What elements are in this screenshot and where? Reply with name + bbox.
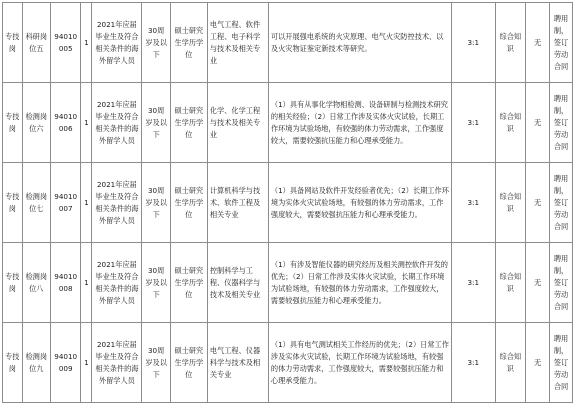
age-cell: 30周岁及以下: [142, 323, 170, 403]
remark-cell: 无: [526, 83, 550, 163]
major-cell: 控制科学与工程、仪器科学与技术及相关专业: [207, 243, 268, 323]
degree-cell: 硕士研究生学历学位: [170, 243, 207, 323]
position-cell: 科研岗位五: [22, 3, 50, 83]
count-cell: 1: [81, 163, 92, 243]
ratio-cell: 3:1: [451, 3, 495, 83]
target-cell: 2021年应届毕业生及符合相关条件的海外留学人员: [92, 3, 142, 83]
category-cell: 专技岗: [3, 3, 23, 83]
remark-cell: 无: [526, 163, 550, 243]
ratio-cell: 3:1: [451, 323, 495, 403]
major-cell: 化学、化学工程与技术及相关专业: [207, 83, 268, 163]
position-cell: 检测岗位六: [22, 83, 50, 163]
requirement-cell: （1）具有电气测试相关工作经历的优先；（2）日常工作涉及实体火灾试验，长期工作环境为试验场地，有较强的体力劳动需求，工作强度较大，需要较强抗压能力和心理承受能力。: [268, 323, 451, 403]
requirement-cell: （1）具备网站及软件开发经验者优先；（2）长期工作环境为实体火灾试验场地，有较强的体力劳动需求，工作强度较大，需要较强抗压能力和心理承受能力。: [268, 163, 451, 243]
age-cell: 30周岁及以下: [142, 83, 170, 163]
position-cell: 检测岗位七: [22, 163, 50, 243]
count-cell: 1: [81, 243, 92, 323]
degree-cell: 硕士研究生学历学位: [170, 3, 207, 83]
count-cell: 1: [81, 323, 92, 403]
code-cell: 94010005: [50, 3, 81, 83]
table-row: [3, 243, 573, 323]
position-cell: 检测岗位九: [22, 323, 50, 403]
employment-cell: 聘用制，签订劳动合同: [550, 83, 573, 163]
employment-cell: 聘用制，签订劳动合同: [550, 163, 573, 243]
employment-cell: 聘用制，签订劳动合同: [550, 243, 573, 323]
major-cell: 电气工程、仪器科学与技术及相关专业: [207, 323, 268, 403]
requirement-cell: 可以开展强电系统的火灾原理、电气火灾防控技术、以及火灾物证鉴定新技术等研究。: [268, 3, 451, 83]
code-cell: 94010007: [50, 163, 81, 243]
degree-cell: 硕士研究生学历学位: [170, 323, 207, 403]
table-body: [3, 3, 573, 403]
target-cell: 2021年应届毕业生及符合相关条件的海外留学人员: [92, 243, 142, 323]
remark-cell: 无: [526, 323, 550, 403]
degree-cell: 硕士研究生学历学位: [170, 163, 207, 243]
target-cell: 2021年应届毕业生及符合相关条件的海外留学人员: [92, 83, 142, 163]
remark-cell: 无: [526, 243, 550, 323]
exam-cell: 综合知识: [495, 323, 526, 403]
count-cell: 1: [81, 3, 92, 83]
remark-cell: 无: [526, 3, 550, 83]
requirement-cell: （1）有涉及智能仪器的研究经历及相关测控软件开发的优先；（2）日常工作涉及实体火灾试验，长期工作环境为试验场地，有较强的体力劳动需求，工作强度较大，需要较强抗压能力和心理承受能力。: [268, 243, 451, 323]
category-cell: 专技岗: [3, 83, 23, 163]
table-row: [3, 3, 573, 83]
exam-cell: 综合知识: [495, 163, 526, 243]
exam-cell: 综合知识: [495, 243, 526, 323]
major-cell: 电气工程、软件工程、电子科学与技术及相关专业: [207, 3, 268, 83]
code-cell: 94010008: [50, 243, 81, 323]
code-cell: 94010006: [50, 83, 81, 163]
target-cell: 2021年应届毕业生及符合相关条件的海外留学人员: [92, 323, 142, 403]
age-cell: 30周岁及以下: [142, 243, 170, 323]
employment-cell: 聘用制，签订劳动合同: [550, 3, 573, 83]
table-row: [3, 83, 573, 163]
degree-cell: 硕士研究生学历学位: [170, 83, 207, 163]
position-cell: 检测岗位八: [22, 243, 50, 323]
age-cell: 30周岁及以下: [142, 163, 170, 243]
employment-cell: 聘用制，签订劳动合同: [550, 323, 573, 403]
category-cell: 专技岗: [3, 323, 23, 403]
age-cell: 30周岁及以下: [142, 3, 170, 83]
requirement-cell: （1）具有从事化学物相检测、设备研制与检测技术研究的相关经验；（2）日常工作涉及实体火灾试验，长期工作环境为试验场地，有较强的体力劳动需求，工作强度较大，需要较强抗压能力和心理承受能力。: [268, 83, 451, 163]
recruitment-table: [2, 2, 573, 403]
category-cell: 专技岗: [3, 163, 23, 243]
category-cell: 专技岗: [3, 243, 23, 323]
major-cell: 计算机科学与技术、软件工程及相关专业: [207, 163, 268, 243]
exam-cell: 综合知识: [495, 83, 526, 163]
code-cell: 94010009: [50, 323, 81, 403]
target-cell: 2021年应届毕业生及符合相关条件的海外留学人员: [92, 163, 142, 243]
ratio-cell: 3:1: [451, 163, 495, 243]
count-cell: 1: [81, 83, 92, 163]
table-row: [3, 323, 573, 403]
exam-cell: 综合知识: [495, 3, 526, 83]
table-row: [3, 163, 573, 243]
ratio-cell: 3:1: [451, 243, 495, 323]
ratio-cell: 3:1: [451, 83, 495, 163]
